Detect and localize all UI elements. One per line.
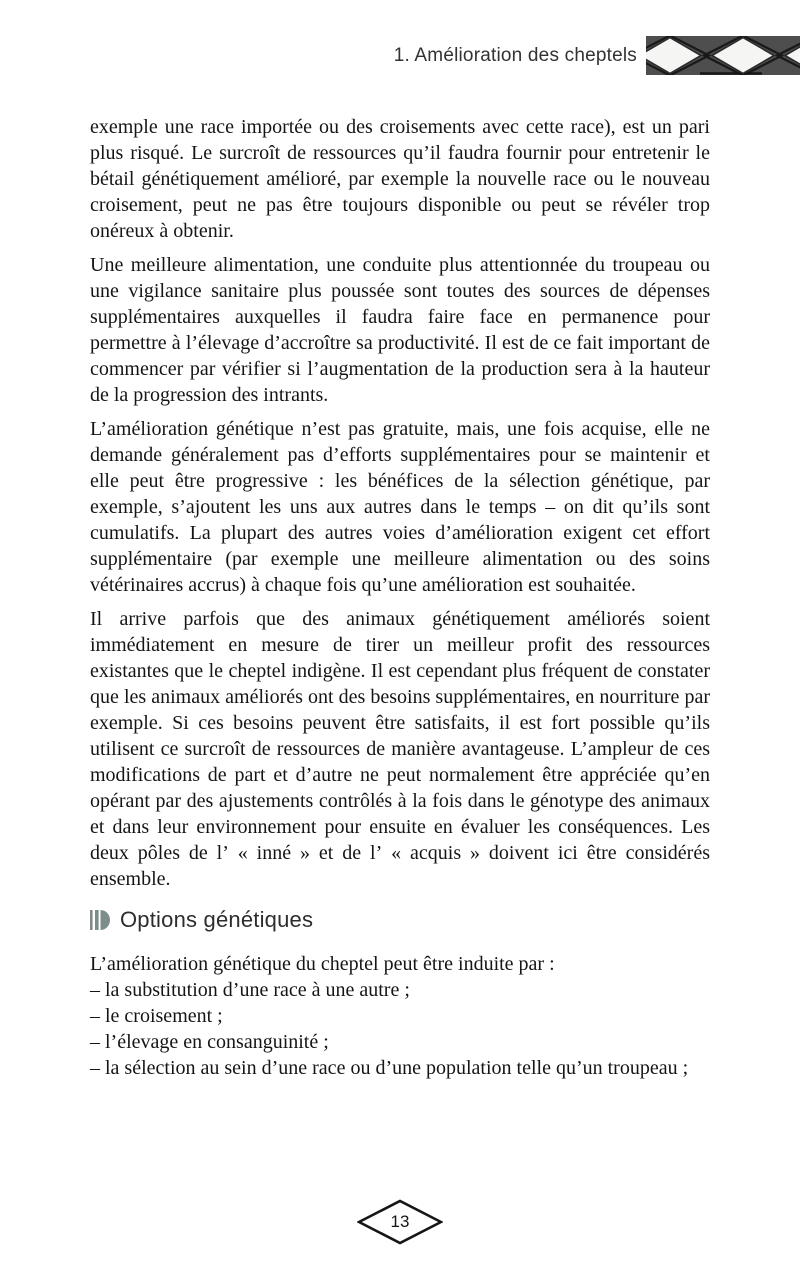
paragraph-3: L’amélioration génétique n’est pas gratuite, mais, une fois acquise, elle ne demande généralement pas d’efforts supplémentaires pour se maintenir et elle peut être progressive : les bénéfices de la sélection génétique, par exemple, s’ajoutent les uns aux autres dans le temps – on dit qu’ils sont cumulatifs. La plupart des autres voies d’amélioration exigent cet effort supplémentaire (par exemple une meilleure alimentation ou des soins vétérinaires accrus) à chaque fois qu’une amélioration est souhaitée. xyxy=(90,418,710,596)
list-item-2: – le croisement ; xyxy=(90,1005,223,1027)
list-intro: L’amélioration génétique du cheptel peut être induite par : xyxy=(90,953,555,975)
paragraph-1: exemple une race importée ou des croisements avec cette race), est un pari plus risqué. Le surcroît de ressources qu’il faudra fournir pour entretenir le bétail génétiquement amélioré, par exemple la nouvelle race ou le nouveau croisement, peut ne pas être toujours disponible ou peut se révéler trop onéreux à obtenir. xyxy=(90,116,710,242)
section-heading xyxy=(90,907,710,933)
diamond-band-decoration xyxy=(646,36,800,75)
chapter-title: 1. Amélioration des cheptels xyxy=(393,44,637,66)
page-number: 13 xyxy=(390,1211,410,1231)
list-item-3: – l’élevage en consanguinité ; xyxy=(90,1031,329,1053)
dash-list xyxy=(90,977,710,1081)
list-item-1: – la substitution d’une race à une autre ; xyxy=(90,979,410,1001)
paragraph-2: Une meilleure alimentation, une conduite plus attentionnée du troupeau ou une vigilance sanitaire plus poussée sont toutes des sources de dépenses supplémentaires auxquelles il faudra faire face en permanence pour permettre à l’élevage d’accroître sa productivité. Il est de ce fait important de commencer par vérifier si l’augmentation de la production sera à la hauteur de la progression des intrants. xyxy=(90,254,710,406)
page-number-badge xyxy=(357,1199,443,1245)
page-header xyxy=(0,36,800,75)
page-body xyxy=(90,114,710,1081)
section-heading-label: Options génétiques xyxy=(120,907,314,932)
paragraph-4: Il arrive parfois que des animaux génétiquement améliorés soient immédiatement en mesure de tirer un meilleur profit des ressources existantes que le cheptel indigène. Il est cependant plus fréquent de constater que les animaux améliorés ont des besoins supplémentaires, en nourriture par exemple. Si ces besoins peuvent être satisfaits, il est fort possible qu’ils utilisent ce surcroît de ressources de manière avantageuse. L’ampleur de ces modifications de part et d’autre ne peut normalement être appréciée qu’en opérant par des ajustements contrôlés à la fois dans le génotype des animaux et dans leur environnement pour ensuite en évaluer les conséquences. Les deux pôles de l’ « inné » et de l’ « acquis » doivent ici être considérés ensemble. xyxy=(90,608,710,890)
list-item-4: – la sélection au sein d’une race ou d’une population telle qu’un troupeau ; xyxy=(90,1057,689,1079)
section-marker-icon xyxy=(90,909,110,931)
